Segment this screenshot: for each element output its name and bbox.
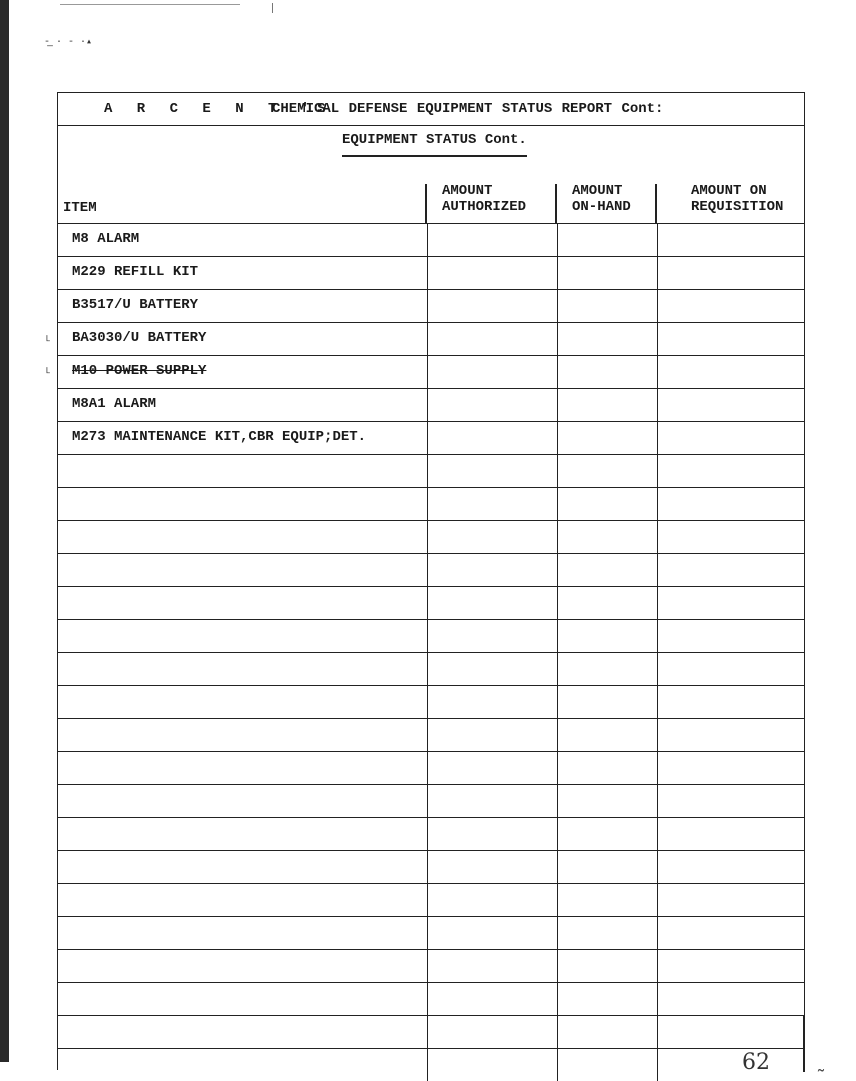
onhand-cell [557, 587, 657, 619]
onhand-cell [557, 1049, 657, 1081]
frame-tick [803, 1016, 805, 1072]
authorized-cell [427, 686, 557, 718]
table-row [58, 619, 804, 652]
item-cell [58, 521, 427, 553]
table-row [58, 883, 804, 916]
onhand-cell [557, 917, 657, 949]
item-cell [58, 983, 427, 1015]
requisition-cell [657, 620, 805, 652]
item-cell [58, 752, 427, 784]
authorized-cell [427, 521, 557, 553]
authorized-cell [427, 1016, 557, 1048]
authorized-cell [427, 488, 557, 520]
requisition-cell [657, 257, 805, 289]
requisition-cell [657, 752, 805, 784]
requisition-cell [657, 389, 805, 421]
item-cell: M8A1 ALARM [72, 396, 157, 412]
requisition-cell [657, 719, 805, 751]
report-title [58, 93, 804, 126]
column-header-authorized-line1: AMOUNT [442, 183, 493, 199]
margin-check-mark: ˪ [44, 330, 53, 346]
table-row [58, 421, 804, 454]
item-cell [58, 719, 427, 751]
onhand-cell [557, 323, 657, 355]
item-cell: M273 MAINTENANCE KIT,CBR EQUIP;DET. [72, 429, 367, 445]
onhand-cell [557, 752, 657, 784]
corner-mark: ˷ [818, 1054, 829, 1074]
authorized-cell [427, 752, 557, 784]
onhand-cell [557, 818, 657, 850]
item-cell [58, 587, 427, 619]
authorized-cell [427, 587, 557, 619]
table-row [58, 553, 804, 586]
column-divider [655, 184, 657, 224]
authorized-cell [427, 653, 557, 685]
column-header-item: ITEM [63, 200, 97, 216]
onhand-cell [557, 851, 657, 883]
onhand-cell [557, 455, 657, 487]
column-header-authorized-line2: AUTHORIZED [442, 199, 527, 215]
table-row [58, 454, 804, 487]
column-divider [425, 184, 427, 224]
requisition-cell [657, 290, 805, 322]
authorized-cell [427, 818, 557, 850]
onhand-cell [557, 950, 657, 982]
table-row [58, 355, 804, 388]
report-title-text: CHEMICAL DEFENSE EQUIPMENT STATUS REPORT Cont: [272, 101, 664, 117]
onhand-cell [557, 290, 657, 322]
onhand-cell [557, 488, 657, 520]
table-row [58, 223, 804, 256]
status-report-table [57, 92, 805, 1070]
onhand-cell [557, 884, 657, 916]
table-body [58, 223, 804, 1081]
table-row [58, 322, 804, 355]
item-cell [58, 917, 427, 949]
onhand-cell [557, 653, 657, 685]
requisition-cell [657, 554, 805, 586]
column-divider [555, 184, 557, 224]
item-cell [58, 620, 427, 652]
onhand-cell [557, 257, 657, 289]
onhand-cell [557, 554, 657, 586]
table-row [58, 784, 804, 817]
onhand-cell [557, 389, 657, 421]
requisition-cell [657, 653, 805, 685]
requisition-cell [657, 1049, 805, 1081]
item-cell [58, 950, 427, 982]
authorized-cell [427, 455, 557, 487]
requisition-cell [657, 1016, 805, 1048]
section-subtitle: EQUIPMENT STATUS Cont. [342, 131, 527, 157]
authorized-cell [427, 620, 557, 652]
onhand-cell [557, 422, 657, 454]
table-row [58, 1048, 804, 1081]
column-header-requisition [691, 183, 783, 215]
onhand-cell [557, 785, 657, 817]
onhand-cell [557, 620, 657, 652]
authorized-cell [427, 884, 557, 916]
table-row [58, 487, 804, 520]
requisition-cell [657, 455, 805, 487]
requisition-cell [657, 521, 805, 553]
item-cell [58, 1016, 427, 1048]
item-cell: M229 REFILL KIT [72, 264, 199, 280]
scan-edge [0, 0, 9, 1062]
requisition-cell [657, 785, 805, 817]
authorized-cell [427, 554, 557, 586]
item-cell [58, 455, 427, 487]
table-row [58, 256, 804, 289]
authorized-cell [427, 719, 557, 751]
requisition-cell [657, 488, 805, 520]
requisition-cell [657, 851, 805, 883]
authorized-cell [427, 851, 557, 883]
table-row [58, 982, 804, 1015]
table-row [58, 718, 804, 751]
column-header-onhand [572, 183, 631, 215]
authorized-cell [427, 323, 557, 355]
authorized-cell [427, 224, 557, 256]
authorized-cell [427, 257, 557, 289]
authorized-cell [427, 917, 557, 949]
top-rule [60, 4, 240, 5]
requisition-cell [657, 983, 805, 1015]
column-header-requisition-line2: REQUISITION [691, 199, 784, 215]
table-row [58, 817, 804, 850]
requisition-cell [657, 917, 805, 949]
table-row [58, 949, 804, 982]
requisition-cell [657, 422, 805, 454]
requisition-cell [657, 884, 805, 916]
table-row [58, 685, 804, 718]
authorized-cell [427, 290, 557, 322]
table-row [58, 520, 804, 553]
authorized-cell [427, 356, 557, 388]
item-cell [58, 554, 427, 586]
table-row [58, 850, 804, 883]
item-cell: BA3030/U BATTERY [72, 330, 207, 346]
table-row [58, 652, 804, 685]
onhand-cell [557, 983, 657, 1015]
column-header-authorized [442, 183, 526, 215]
onhand-cell [557, 224, 657, 256]
item-cell [58, 785, 427, 817]
onhand-cell [557, 686, 657, 718]
item-cell [58, 818, 427, 850]
onhand-cell [557, 1016, 657, 1048]
item-cell [58, 488, 427, 520]
scan-speckle: -̲ · - ·▴ [44, 37, 93, 48]
authorized-cell [427, 1049, 557, 1081]
onhand-cell [557, 521, 657, 553]
table-row [58, 916, 804, 949]
column-header-onhand-line2: ON-HAND [572, 199, 631, 215]
top-tick [272, 3, 273, 13]
requisition-cell [657, 224, 805, 256]
page-number: 62 [742, 1050, 770, 1075]
authorized-cell [427, 983, 557, 1015]
table-row [58, 751, 804, 784]
requisition-cell [657, 950, 805, 982]
item-cell: B3517/U BATTERY [72, 297, 199, 313]
authorized-cell [427, 422, 557, 454]
item-cell [58, 686, 427, 718]
item-cell [58, 851, 427, 883]
authorized-cell [427, 950, 557, 982]
item-cell [58, 1049, 427, 1081]
table-row [58, 586, 804, 619]
requisition-cell [657, 323, 805, 355]
table-row [58, 289, 804, 322]
column-header-requisition-line1: AMOUNT ON [691, 183, 767, 199]
requisition-cell [657, 587, 805, 619]
item-cell: M8 ALARM [72, 231, 140, 247]
requisition-cell [657, 818, 805, 850]
table-row [58, 388, 804, 421]
table-row [58, 1015, 804, 1048]
authorized-cell [427, 785, 557, 817]
authorized-cell [427, 389, 557, 421]
item-cell: M10 POWER SUPPLY [72, 363, 207, 379]
report-title-org: A R C E N T 'S [104, 101, 334, 117]
onhand-cell [557, 356, 657, 388]
item-cell [58, 884, 427, 916]
requisition-cell [657, 686, 805, 718]
requisition-cell [657, 356, 805, 388]
onhand-cell [557, 719, 657, 751]
column-header-onhand-line1: AMOUNT [572, 183, 623, 199]
item-cell [58, 653, 427, 685]
margin-check-mark: ˪ [44, 362, 53, 378]
